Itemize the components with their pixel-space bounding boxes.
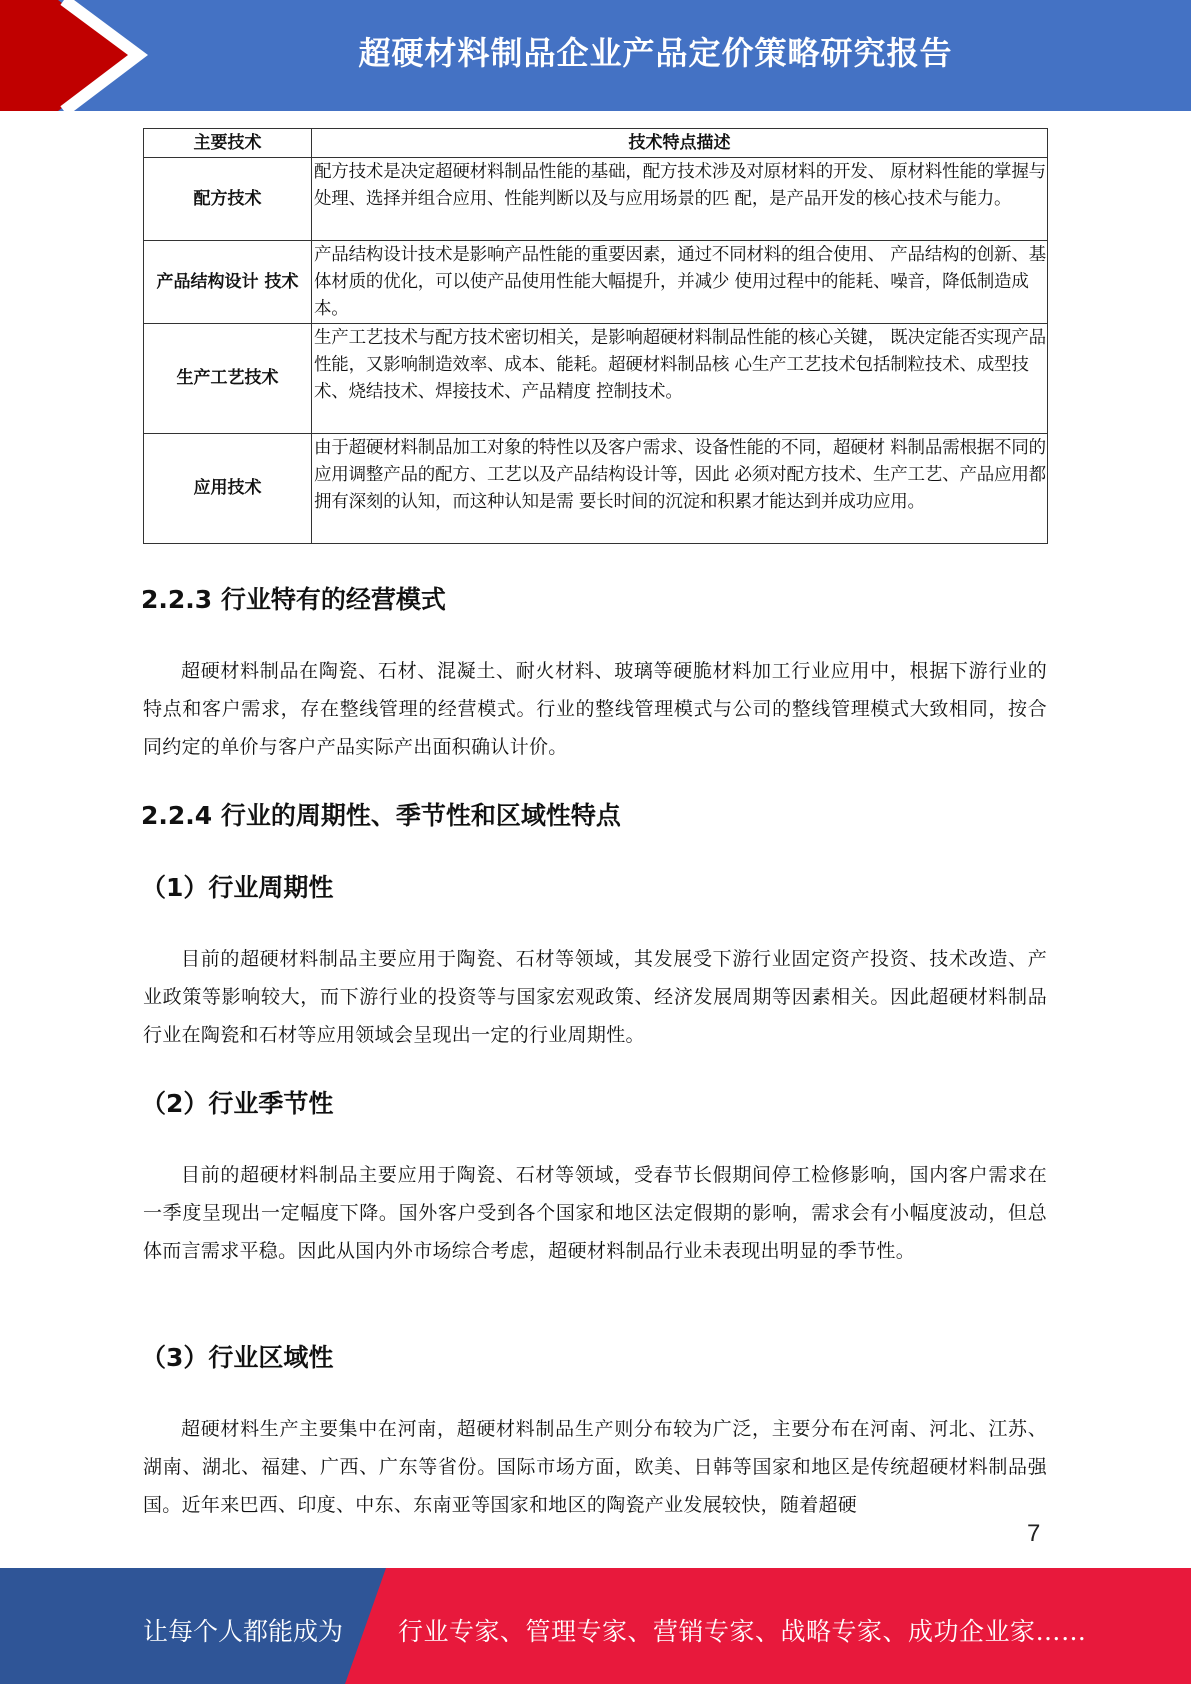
paragraph-seasonality: 目前的超硬材料制品主要应用于陶瓷、石材等领域，受春节长假期间停工检修影响，国内客户需求在一季度呈现出一定幅度下降。国外客户受到各个国家和地区法定假期的影响，需求会有小幅度波动，但总体而言需求平稳。因此从国内外市场综合考虑，超硬材料制品行业未表现出明显的季节性。 [143,1164,1047,1262]
tech-desc-cell: 配方技术是决定超硬材料制品性能的基础，配方技术涉及对原材料的开发、 原材料性能的掌握与处理、选择并组合应用、性能判断以及与应用场景的匹 配，是产品开发的核心技术与能力。 [312,158,1048,241]
tech-name-cell: 生产工艺技术 [144,324,312,434]
table-row [144,241,1048,324]
table-header-tech: 主要技术 [144,129,312,158]
tech-name-cell: 应用技术 [144,434,312,544]
paragraph-cyclicality: 目前的超硬材料制品主要应用于陶瓷、石材等领域，其发展受下游行业固定资产投资、技术改造、产业政策等影响较大，而下游行业的投资等与国家宏观政策、经济发展周期等因素相关。因此超硬材料制品行业在陶瓷和石材等应用领域会呈现出一定的行业周期性。 [143,948,1047,1046]
tech-name-cell: 产品结构设计 技术 [144,241,312,324]
paragraph-business-model: 超硬材料制品在陶瓷、石材、混凝土、耐火材料、玻璃等硬脆材料加工行业应用中，根据下游行业的特点和客户需求，存在整线管理的经营模式。行业的整线管理模式与公司的整线管理模式大致相同，按合同约定的单价与客户产品实际产出面积确认计价。 [143,660,1047,758]
table-row [144,324,1048,434]
page-number: 7 [1027,1520,1041,1547]
table-row [144,434,1048,544]
table-header-desc: 技术特点描述 [312,129,1048,158]
subheading-regionality: （3）行业区域性 [141,1343,334,1372]
section-heading-2-2-3: 2.2.3 行业特有的经营模式 [141,585,446,614]
tech-desc-cell: 生产工艺技术与配方技术密切相关，是影响超硬材料制品性能的核心关键， 既决定能否实现产品性能，又影响制造效率、成本、能耗。超硬材料制品核 心生产工艺技术包括制粒技术、成型技术、烧结技术、焊接技术、产品精度 控制技术。 [312,324,1048,434]
tech-table [143,128,1048,544]
tech-name-cell: 配方技术 [144,158,312,241]
footer-slogan-right: 行业专家、管理专家、营销专家、战略专家、成功企业家…… [398,1617,1087,1646]
section-heading-2-2-4: 2.2.4 行业的周期性、季节性和区域性特点 [141,801,621,830]
tech-desc-cell: 由于超硬材料制品加工对象的特性以及客户需求、设备性能的不同，超硬材 料制品需根据不同的应用调整产品的配方、工艺以及产品结构设计等，因此 必须对配方技术、生产工艺、产品应用都拥有深刻的认知，而这种认知是需 要长时间的沉淀和积累才能达到并成功应用。 [312,434,1048,544]
subheading-cyclicality: （1）行业周期性 [141,873,334,902]
report-title: 超硬材料制品企业产品定价策略研究报告 [358,34,953,72]
subheading-seasonality: （2）行业季节性 [141,1089,334,1118]
table-header-row [144,129,1048,158]
footer-slogan-left: 让每个人都能成为 [143,1617,344,1646]
table-row [144,158,1048,241]
page-footer [0,1568,1191,1684]
paragraph-regionality: 超硬材料生产主要集中在河南，超硬材料制品生产则分布较为广泛，主要分布在河南、河北、江苏、湖南、湖北、福建、广西、广东等省份。国际市场方面，欧美、日韩等国家和地区是传统超硬材料制品强国。近年来巴西、印度、中东、东南亚等国家和地区的陶瓷产业发展较快，随着超硬 [143,1418,1047,1516]
page-header [0,0,1191,111]
tech-desc-cell: 产品结构设计技术是影响产品性能的重要因素，通过不同材料的组合使用、 产品结构的创新、基体材质的优化，可以使产品使用性能大幅提升，并减少 使用过程中的能耗、噪音，降低制造成本。 [312,241,1048,324]
